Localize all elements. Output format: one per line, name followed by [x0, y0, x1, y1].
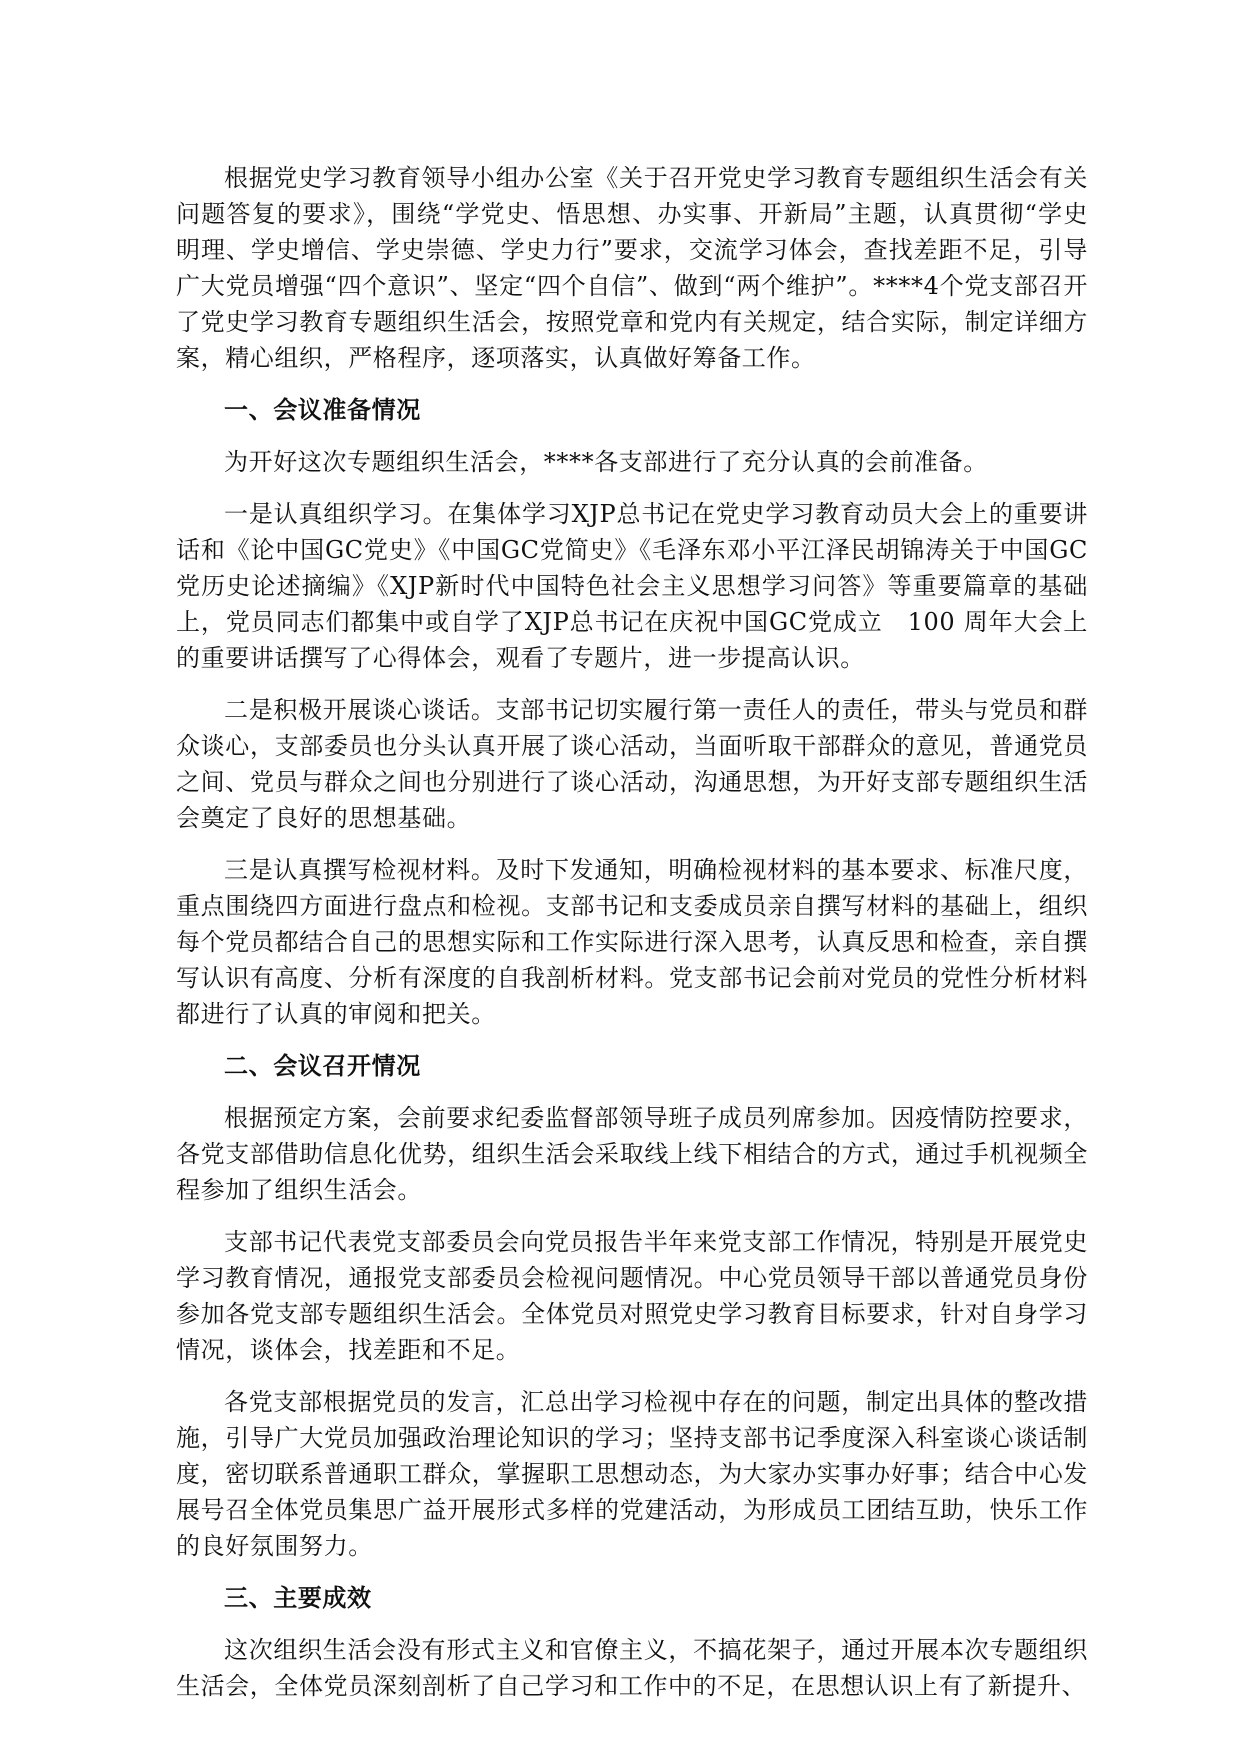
rectification-paragraph: 各党支部根据党员的发言，汇总出学习检视中存在的问题，制定出具体的整改措施，引导广大党员加强政治理论知识的学习；坚持支部书记季度深入科室谈心谈话制度，密切联系普通职工群众，掌握职工思想动态，为大家办实事办好事；结合中心发展号召全体党员集思广益开展形式多样的党建活动，为形成员工团结互助，快乐工作的良好氛围努力。: [176, 1388, 1088, 1560]
section-heading-meeting: 二、会议召开情况: [224, 1052, 421, 1080]
heart-to-heart-paragraph: 二是积极开展谈心谈话。支部书记切实履行第一责任人的责任，带头与党员和群众谈心，支部委员也分头认真开展了谈心活动，当面听取干部群众的意见，普通党员之间、党员与群众之间也分别进行了谈心活动，沟通思想，为开好支部专题组织生活会奠定了良好的思想基础。: [176, 696, 1088, 832]
section-heading-results: 三、主要成效: [224, 1584, 372, 1612]
meeting-report-paragraph: 支部书记代表党支部委员会向党员报告半年来党支部工作情况，特别是开展党史学习教育情况，通报党支部委员会检视问题情况。中心党员领导干部以普通党员身份参加各党支部专题组织生活会。全体党员对照党史学习教育目标要求，针对自身学习情况，谈体会，找差距和不足。: [176, 1228, 1088, 1364]
preparation-summary-paragraph: 为开好这次专题组织生活会，****各支部进行了充分认真的会前准备。: [224, 448, 988, 476]
section-heading-preparation: 一、会议准备情况: [224, 396, 421, 424]
inspection-materials-paragraph: 三是认真撰写检视材料。及时下发通知，明确检视材料的基本要求、标准尺度，重点围绕四方面进行盘点和检视。支部书记和支委成员亲自撰写材料的基础上，组织每个党员都结合自己的思想实际和工作实际进行深入思考，认真反思和检查，亲自撰写认识有高度、分析有深度的自我剖析材料。党支部书记会前对党员的党性分析材料都进行了认真的审阅和把关。: [176, 856, 1088, 1028]
study-paragraph: 一是认真组织学习。在集体学习XJP总书记在党史学习教育动员大会上的重要讲话和《论中国GC党史》《中国GC党简史》《毛泽东邓小平江泽民胡锦涛关于中国GC党历史论述摘编》《XJP新时代中国特色社会主义思想学习问答》等重要篇章的基础上，党员同志们都集中或自学了XJP总书记在庆祝中国GC党成立 100 周年大会上的重要讲话撰写了心得体会，观看了专题片，进一步提高认识。: [176, 500, 1088, 672]
intro-paragraph: 根据党史学习教育领导小组办公室《关于召开党史学习教育专题组织生活会有关问题答复的要求》，围绕“学党史、悟思想、办实事、开新局”主题，认真贯彻“学史明理、学史增信、学史崇德、学史力行”要求，交流学习体会，查找差距不足，引导广大党员增强“四个意识”、坚定“四个自信”、做到“两个维护”。****4个党支部召开了党史学习教育专题组织生活会，按照党章和党内有关规定，结合实际，制定详细方案，精心组织，严格程序，逐项落实，认真做好筹备工作。: [176, 164, 1088, 372]
document-body: [176, 160, 1088, 1720]
meeting-arrangement-paragraph: 根据预定方案，会前要求纪委监督部领导班子成员列席参加。因疫情防控要求，各党支部借助信息化优势，组织生活会采取线上线下相结合的方式，通过手机视频全程参加了组织生活会。: [176, 1104, 1088, 1204]
results-paragraph: 这次组织生活会没有形式主义和官僚主义，不搞花架子，通过开展本次专题组织生活会，全体党员深刻剖析了自己学习和工作中的不足，在思想认识上有了新提升、: [176, 1636, 1088, 1700]
